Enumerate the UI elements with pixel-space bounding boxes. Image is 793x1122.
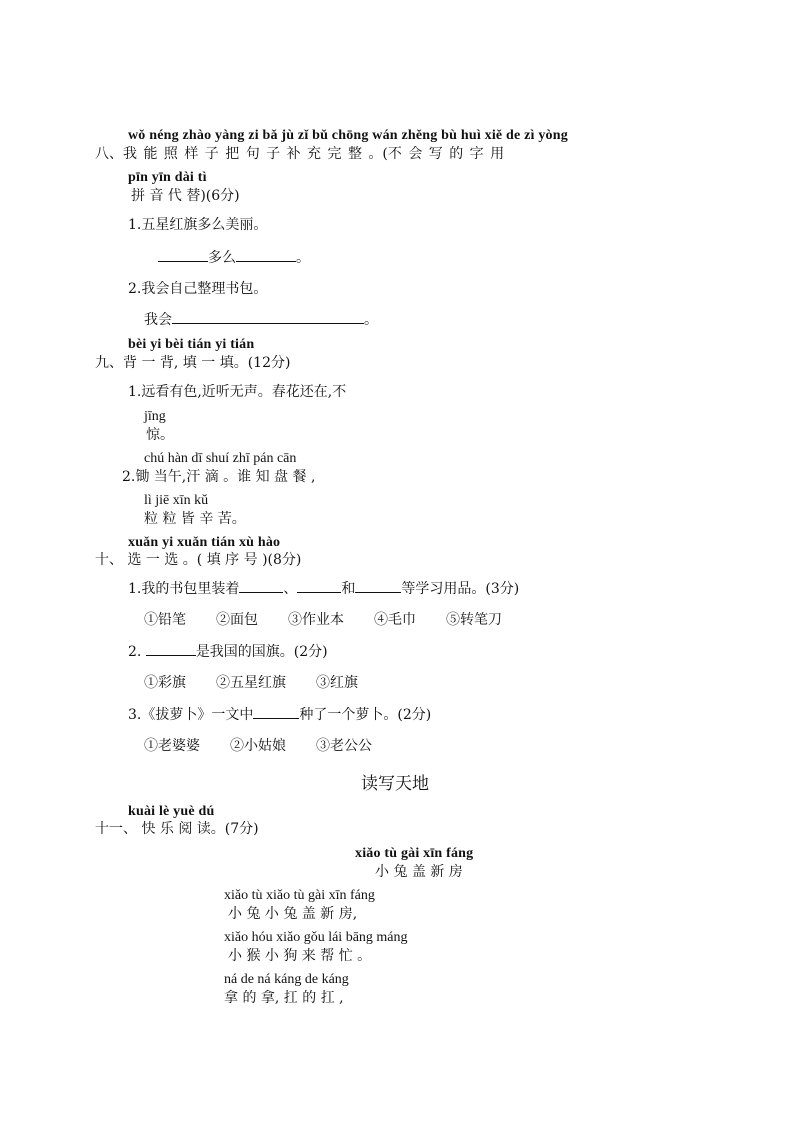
poem-line-2-pinyin: xiǎo hóu xiǎo gǒu lái bāng máng — [224, 930, 408, 945]
option[interactable]: ⑤转笔刀 — [446, 612, 502, 628]
answer-blank[interactable] — [239, 578, 283, 593]
section10-heading: 十、 选 一 选 。( 填 序 号 )(8分) — [95, 552, 302, 568]
poem-title: 小 兔 盖 新 房 — [375, 864, 463, 880]
section8-heading-cont: 拼 音 代 替)(6分) — [131, 188, 240, 204]
section9-q2b-line: 粒 粒 皆 辛 苦。 — [144, 511, 246, 527]
section10-q3-options — [144, 735, 372, 755]
option[interactable]: ③红旗 — [316, 675, 358, 691]
option[interactable]: ③老公公 — [316, 738, 372, 754]
poem-line-1-pinyin: xiǎo tù xiǎo tù gài xīn fáng — [224, 888, 375, 903]
answer-blank[interactable] — [158, 247, 208, 262]
section10-q1-options — [144, 609, 502, 629]
option[interactable]: ②五星红旗 — [216, 675, 286, 691]
poem-line-3: 拿 的 拿, 扛 的 扛 , — [224, 990, 344, 1006]
section9-pinyin: bèi yi bèi tián yi tián — [128, 337, 255, 352]
poem-title-pinyin: xiǎo tù gài xīn fáng — [355, 846, 474, 861]
option[interactable]: ①铅笔 — [144, 612, 186, 628]
section10-question-1: 1.我的书包里装着 、 和 等学习用品。(3分) — [128, 578, 519, 598]
section8-pinyin-line2: pīn yīn dài tì — [128, 170, 207, 185]
answer-blank[interactable] — [236, 247, 296, 262]
answer-blank[interactable] — [146, 641, 196, 656]
section8-question-1: 1.五星红旗多么美丽。 — [128, 217, 268, 233]
section8-heading: 八、我 能 照 样 子 把 句 子 补 充 完 整 。(不 会 写 的 字 用 — [95, 146, 505, 162]
section10-pinyin: xuǎn yi xuǎn tián xù hào — [128, 535, 281, 550]
option[interactable]: ①老婆婆 — [144, 738, 200, 754]
section10-question-2: 2. 是我国的国旗。(2分) — [128, 641, 328, 661]
section9-heading: 九、背 一 背, 填 一 填。(12分) — [95, 355, 291, 371]
answer-blank[interactable] — [253, 704, 299, 719]
section10-q2-options — [144, 672, 358, 692]
section9-q1-pinyin: jīng — [144, 409, 166, 424]
section11-heading: 十一、 快 乐 阅 读。(7分) — [95, 821, 259, 837]
section9-question-1: 1.远看有色,近听无声。春花还在,不 — [128, 384, 347, 400]
reading-writing-heading: 读写天地 — [361, 774, 429, 794]
option[interactable]: ②面包 — [216, 612, 258, 628]
option[interactable]: ④毛巾 — [374, 612, 416, 628]
section8-answer-1: 多么 。 — [158, 247, 310, 267]
option[interactable]: ②小姑娘 — [230, 738, 286, 754]
section9-q2b-pinyin: lì jiē xīn kǔ — [144, 493, 209, 508]
poem-line-3-pinyin: ná de ná káng de káng — [224, 972, 349, 987]
poem-line-1: 小 兔 小 兔 盖 新 房, — [228, 906, 358, 922]
option[interactable]: ③作业本 — [288, 612, 344, 628]
section10-question-3: 3.《拔萝卜》一文中 种了一个萝卜。(2分) — [128, 704, 431, 724]
section8-pinyin-line1: wǒ néng zhào yàng zi bǎ jù zǐ bǔ chōng wán zhěng bù huì xiě de zì yòng — [128, 128, 568, 143]
answer-blank[interactable] — [355, 578, 401, 593]
section8-answer-2: 我会 。 — [144, 309, 378, 329]
section8-question-2: 2.我会自己整理书包。 — [128, 281, 268, 297]
answer-blank[interactable] — [297, 578, 341, 593]
poem-line-2: 小 猴 小 狗 来 帮 忙 。 — [228, 948, 372, 964]
section9-question-2: 2.锄 当午,汗 滴 。谁 知 盘 餐 , — [122, 469, 316, 485]
section9-q2-pinyin: chú hàn dī shuí zhī pán cān — [144, 451, 297, 466]
option[interactable]: ①彩旗 — [144, 675, 186, 691]
section9-q1-rest: 惊。 — [146, 427, 174, 443]
section11-pinyin: kuài lè yuè dú — [128, 804, 215, 819]
answer-blank[interactable] — [172, 309, 364, 324]
